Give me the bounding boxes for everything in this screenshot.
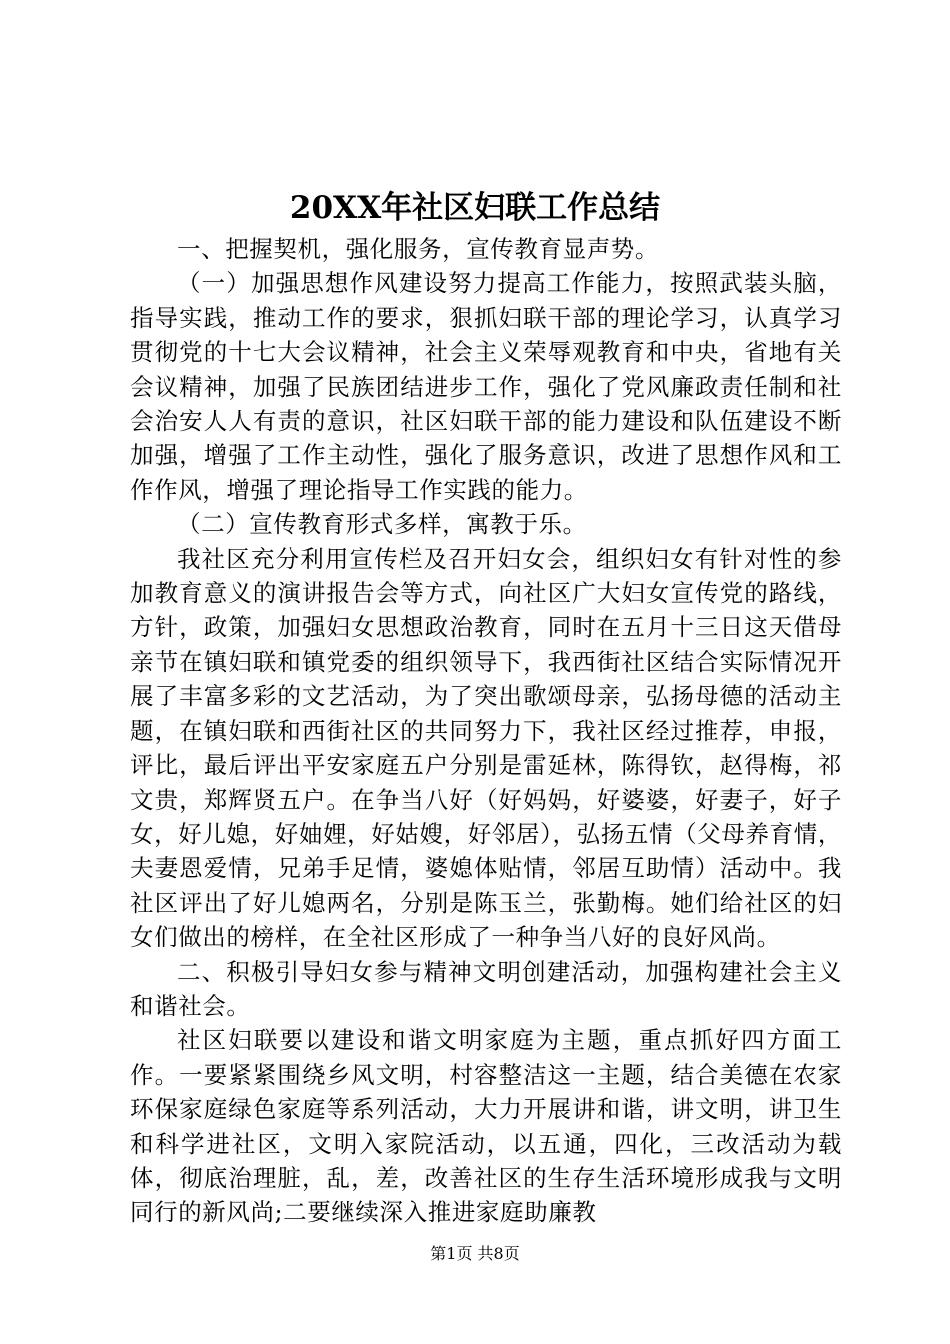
paragraph-harmonious-family: 社区妇联要以建设和谐文明家庭为主题，重点抓好四方面工作。一要紧紧围绕乡风文明，村容整洁这一主题，结合美德在农家环保家庭绿色家庭等系列活动，大力开展讲和谐，讲文明，讲卫生和科学进社区，文明入家院活动，以五通，四化，三改活动为载体，彻底治理脏，乱，差，改善社区的生存生活环境形成我与文明同行的新风尚;二要继续深入推进家庭助廉教 (130, 1026, 842, 1227)
paragraph-section-one-heading: 一、把握契机，强化服务，宣传教育显声势。 (177, 235, 659, 263)
paragraph-subsection-two-heading: （二）宣传教育形式多样，寓教于乐。 (177, 510, 587, 539)
paragraph-section-two-heading: 二、积极引导妇女参与精神文明创建活动，加强构建社会主义和谐社会。 (130, 957, 842, 1020)
paragraph-subsection-one: （一）加强思想作风建设努力提高工作能力，按照武装头脑，指导实践，推动工作的要求，狠抓妇联干部的理论学习，认真学习贯彻党的十七大会议精神，社会主义荣辱观教育和中央，省地有关会议精神，加强了民族团结进步工作，强化了党风廉政责任制和社会治安人人有责的意识，社区妇联干部的能力建设和队伍建设不断加强，增强了工作主动性，强化了服务意识，改进了思想作风和工作作风，增强了理论指导工作实践的能力。 (130, 269, 842, 504)
paragraph-community-activities: 我社区充分利用宣传栏及召开妇女会，组织妇女有针对性的参加教育意义的演讲报告会等方式，向社区广大妇女宣传党的路线，方针，政策，加强妇女思想政治教育，同时在五月十三日这天借母亲节在镇妇联和镇党委的组织领导下，我西街社区结合实际情况开展了丰富多彩的文艺活动，为了突出歌颂母亲，弘扬母德的活动主题，在镇妇联和西街社区的共同努力下，我社区经过推荐，申报，评比，最后评出平安家庭五户分别是雷延林，陈得钦，赵得梅，祁文贵，郑辉贤五户。在争当八好（好妈妈，好婆婆，好妻子，好子女，好儿媳，好妯娌，好姑嫂，好邻居），弘扬五情（父母养育情，夫妻恩爱情，兄弟手足情，婆媳体贴情，邻居互助情）活动中。我社区评出了好儿媳两名，分别是陈玉兰，张勤梅。她们给社区的妇女们做出的榜样，在全社区形成了一种争当八好的良好风尚。 (130, 544, 842, 952)
document-body (130, 232, 842, 1230)
document-title: 20XX年社区妇联工作总结 (289, 190, 661, 226)
page-footer: 第1页 共8页 (430, 1244, 520, 1263)
